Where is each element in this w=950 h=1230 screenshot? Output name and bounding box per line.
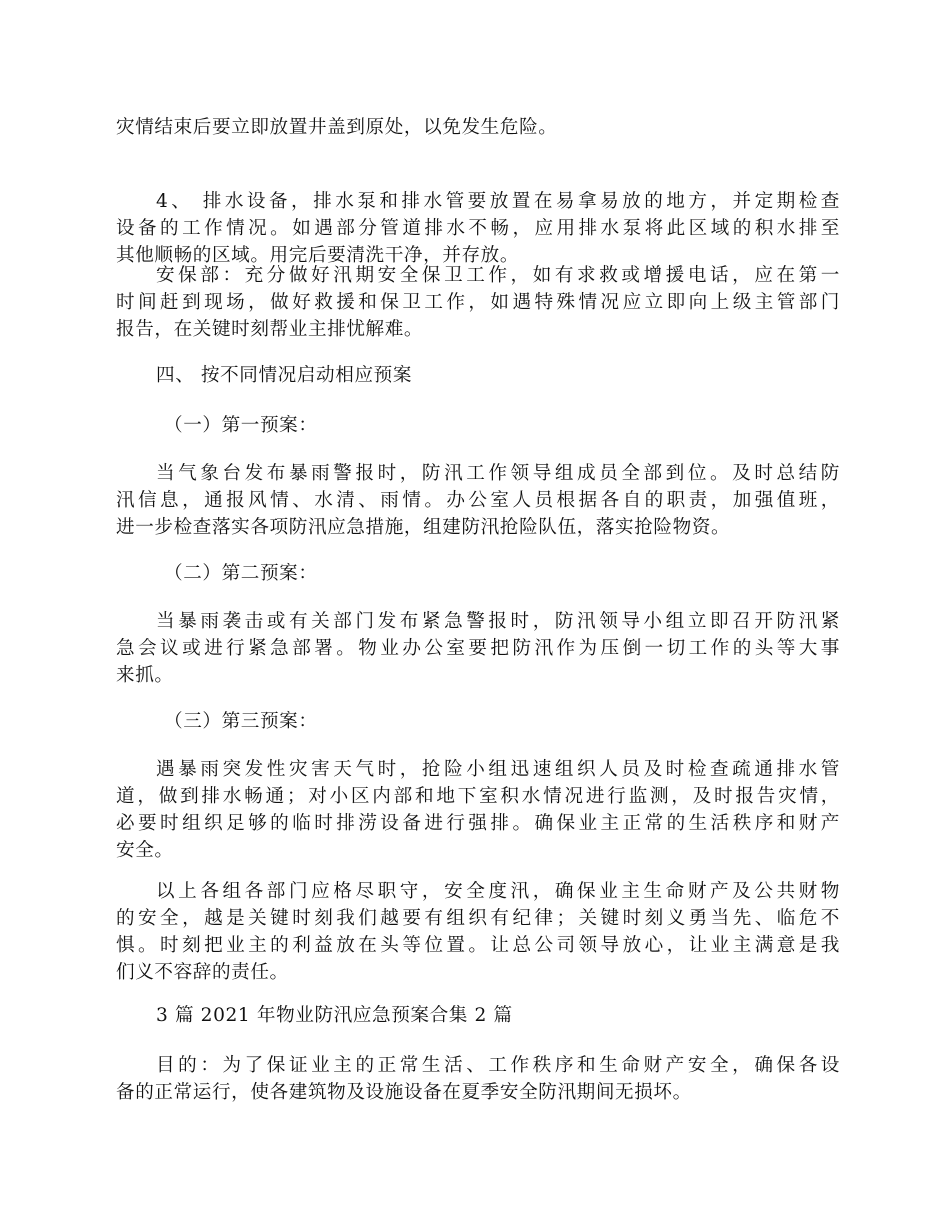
text-line: 以上各组各部门应格尽职守，安全度汛，确保业主生命财产及公共财物 <box>156 881 840 902</box>
text-line: 目的：为了保证业主的正常生活、工作秩序和生命财产安全，确保各设 <box>156 1055 840 1076</box>
text-line: 来抓。 <box>116 665 174 686</box>
paragraph-second-plan <box>116 608 840 689</box>
paragraph-duty <box>116 878 840 986</box>
text-line: 急会议或进行紧急部署。物业办公室要把防汛作为压倒一切工作的头等大事 <box>116 638 840 659</box>
text-line: 当气象台发布暴雨警报时，防汛工作领导组成员全部到位。及时总结防 <box>156 463 840 484</box>
text-line: 灾情结束后要立即放置井盖到原处，以免发生危险。 <box>116 117 558 138</box>
text-line: 进一步检查落实各项防汛应急措施，组建防汛抢险队伍，落实抢险物资。 <box>116 517 731 538</box>
text-line: 备的正常运行，使各建筑物及设施设备在夏季安全防汛期间无损坏。 <box>116 1082 692 1103</box>
heading-third-plan <box>116 708 840 735</box>
section-heading-four <box>116 362 840 389</box>
text-line: 惧。时刻把业主的利益放在头等位置。让总公司领导放心，让业主满意是我 <box>116 935 840 956</box>
text-line: 们义不容辞的责任。 <box>116 962 289 983</box>
heading-first-plan <box>116 412 840 439</box>
text-line: 的安全，越是关键时刻我们越要有组织有纪律；关键时刻义勇当先、临危不 <box>116 908 840 929</box>
text-line: 其他顺畅的区域。用完后要清洗干净，并存放。 <box>116 245 520 266</box>
text-line: 安保部：充分做好汛期安全保卫工作，如有求救或增援电话，应在第一 <box>156 265 840 286</box>
heading-second-plan <box>116 560 840 587</box>
text-line: 汛信息，通报风情、水清、雨情。办公室人员根据各自的职责，加强值班， <box>116 490 840 511</box>
paragraph-drainage-equipment <box>116 188 840 269</box>
text-line: 设备的工作情况。如遇部分管道排水不畅，应用排水泵将此区域的积水排至 <box>116 218 840 239</box>
text-line: 遇暴雨突发性灾害天气时，抢险小组迅速组织人员及时检查疏通排水管 <box>156 759 840 780</box>
text-line: 报告，在关键时刻帮业主排忧解难。 <box>116 319 424 340</box>
text-line: 安全。 <box>116 840 174 861</box>
text-line: 4、 排水设备，排水泵和排水管要放置在易拿易放的地方，并定期检查 <box>156 191 840 212</box>
text-line: 当暴雨袭击或有关部门发布紧急警报时，防汛领导小组立即召开防汛紧 <box>156 611 840 632</box>
paragraph-security-dept <box>116 262 840 343</box>
heading-text: （三）第三预案： <box>164 711 318 732</box>
heading-collection <box>116 1002 840 1029</box>
paragraph-purpose <box>116 1052 840 1106</box>
paragraph-third-plan <box>116 756 840 864</box>
text-line: 道，做到排水畅通；对小区内部和地下室积水情况进行监测，及时报告灾情， <box>116 786 840 807</box>
text-line: 必要时组织足够的临时排涝设备进行强排。确保业主正常的生活秩序和财产 <box>116 813 840 834</box>
heading-text: 3 篇 2021 年物业防汛应急预案合集 2 篇 <box>156 1005 513 1026</box>
heading-text: （一）第一预案： <box>164 415 318 436</box>
heading-text: 四、 按不同情况启动相应预案 <box>156 365 413 386</box>
paragraph-first-plan <box>116 460 840 541</box>
heading-text: （二）第二预案： <box>164 563 318 584</box>
text-line: 时间赶到现场，做好救援和保卫工作，如遇特殊情况应立即向上级主管部门 <box>116 292 840 313</box>
paragraph-disaster-end <box>116 114 840 141</box>
